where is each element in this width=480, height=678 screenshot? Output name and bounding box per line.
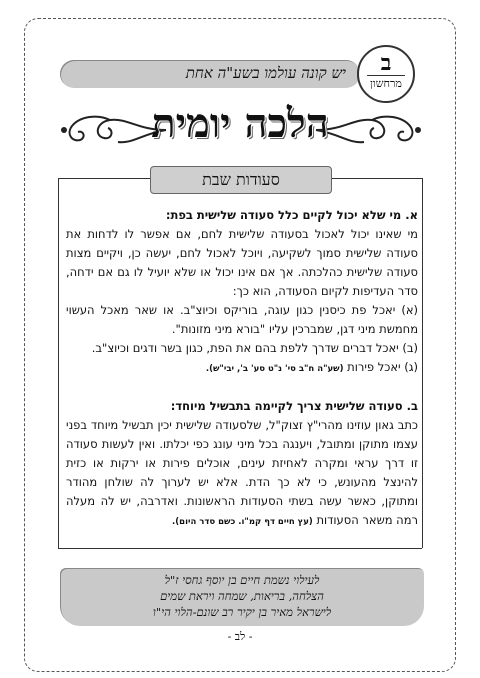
- paragraph-b-text: כתב גאון עוזינו מהרי"ץ זצוק"ל, שלסעודה שלישית יכין תבשיל מיוחד בפני עצמו מתוקן ומתובל, ויענגה בכל מיני עונג כפי יכלתו. ואין לעשות סעודה זו דרך עראי ומקרה לאחיזת עינים, אוכלים פירות או ירקות או כזית להינצל מהעונש, כי לא כך הדת. אלא יש לערוך לה שולחן מהודר ומתוקן, כאשר עשה בשתי הסעודות הראשונות. ואדרבה, יש לה מעלה רמה משאר הסעודות: [66, 418, 418, 527]
- paragraph-a-item-2: (ב) יאכל דברים שדרך ללפת בהם את הפת, כגון בשר ודגים וכיוצ"ב.: [91, 341, 418, 355]
- paragraph-a-item-1: (א) יאכל פת כיסנין כגון עוגה, בוריקס וכיוצ"ב. או שאר מאכל העשוי מחמשת מיני דגן, שמברכין עליו "בורא מיני מזונות".: [66, 303, 418, 336]
- dedication-line-2: הצלחה, בריאות, שמחה ויראת שמים: [160, 589, 324, 603]
- page-title: הלכה יומית: [151, 100, 329, 147]
- badge-month: מרחשון: [367, 75, 405, 90]
- paragraph-b-body: [66, 416, 418, 532]
- paragraph-a-item-3: [66, 358, 418, 379]
- date-badge: [357, 45, 415, 103]
- dedication-bar: [60, 568, 424, 626]
- paragraph-a-body: מי שאינו יכול לאכול בסעודה שלישית לחם, אם אפשר לו לדחות את סעודה שלישית סמוך לשקיעה, ויוכל לאכול לחם, יעשה כן, ויקיים מצות סעודה שלישית כהלכתה. אך אם אינו יכול או שלא יועיל לו גם אם ידחה, סדר העדיפות לקיום הסעודה, הוא כך:: [66, 227, 418, 298]
- dedication-line-1: לעילוי נשמת חיים בן יוסף גחסי ז"ל: [164, 573, 320, 587]
- item-3-text: (ג) יאכל פירות: [347, 360, 418, 374]
- frame-left: [58, 178, 59, 548]
- paragraph-a-heading: א. מי שלא יכול לקיים כלל סעודה שלישית בפת:: [165, 208, 418, 222]
- paragraph-b-source: (עץ חיים דף קמ"ו. כשם סדר היום).: [172, 517, 313, 527]
- badge-day-letter: ב: [380, 50, 392, 76]
- page-number: - לב -: [227, 630, 253, 643]
- frame-bottom: [58, 548, 422, 549]
- header-bar: [60, 60, 360, 88]
- frame-top-left: [58, 178, 150, 179]
- dedication-line-3: לישראל מאיר בן יקיר רב שונם-הלוי הי"ו: [152, 605, 332, 619]
- dedication-text: [60, 568, 424, 620]
- frame-right: [422, 178, 423, 548]
- halacha-content: [66, 206, 418, 532]
- paragraph-b-heading: ב. סעודה שלישית צריך לקיימה בתבשיל מיוחד:: [170, 399, 418, 413]
- section-title: סעודות שבת: [150, 166, 332, 194]
- frame-top-right: [330, 178, 422, 179]
- header-motto: יש קונה עולמו בשע"ה אחת: [185, 64, 346, 82]
- paragraph-gap: [66, 379, 418, 397]
- item-3-source: (שע"ה ח"ב סי' נ"ט סע' ב', יבי"ש).: [205, 364, 344, 374]
